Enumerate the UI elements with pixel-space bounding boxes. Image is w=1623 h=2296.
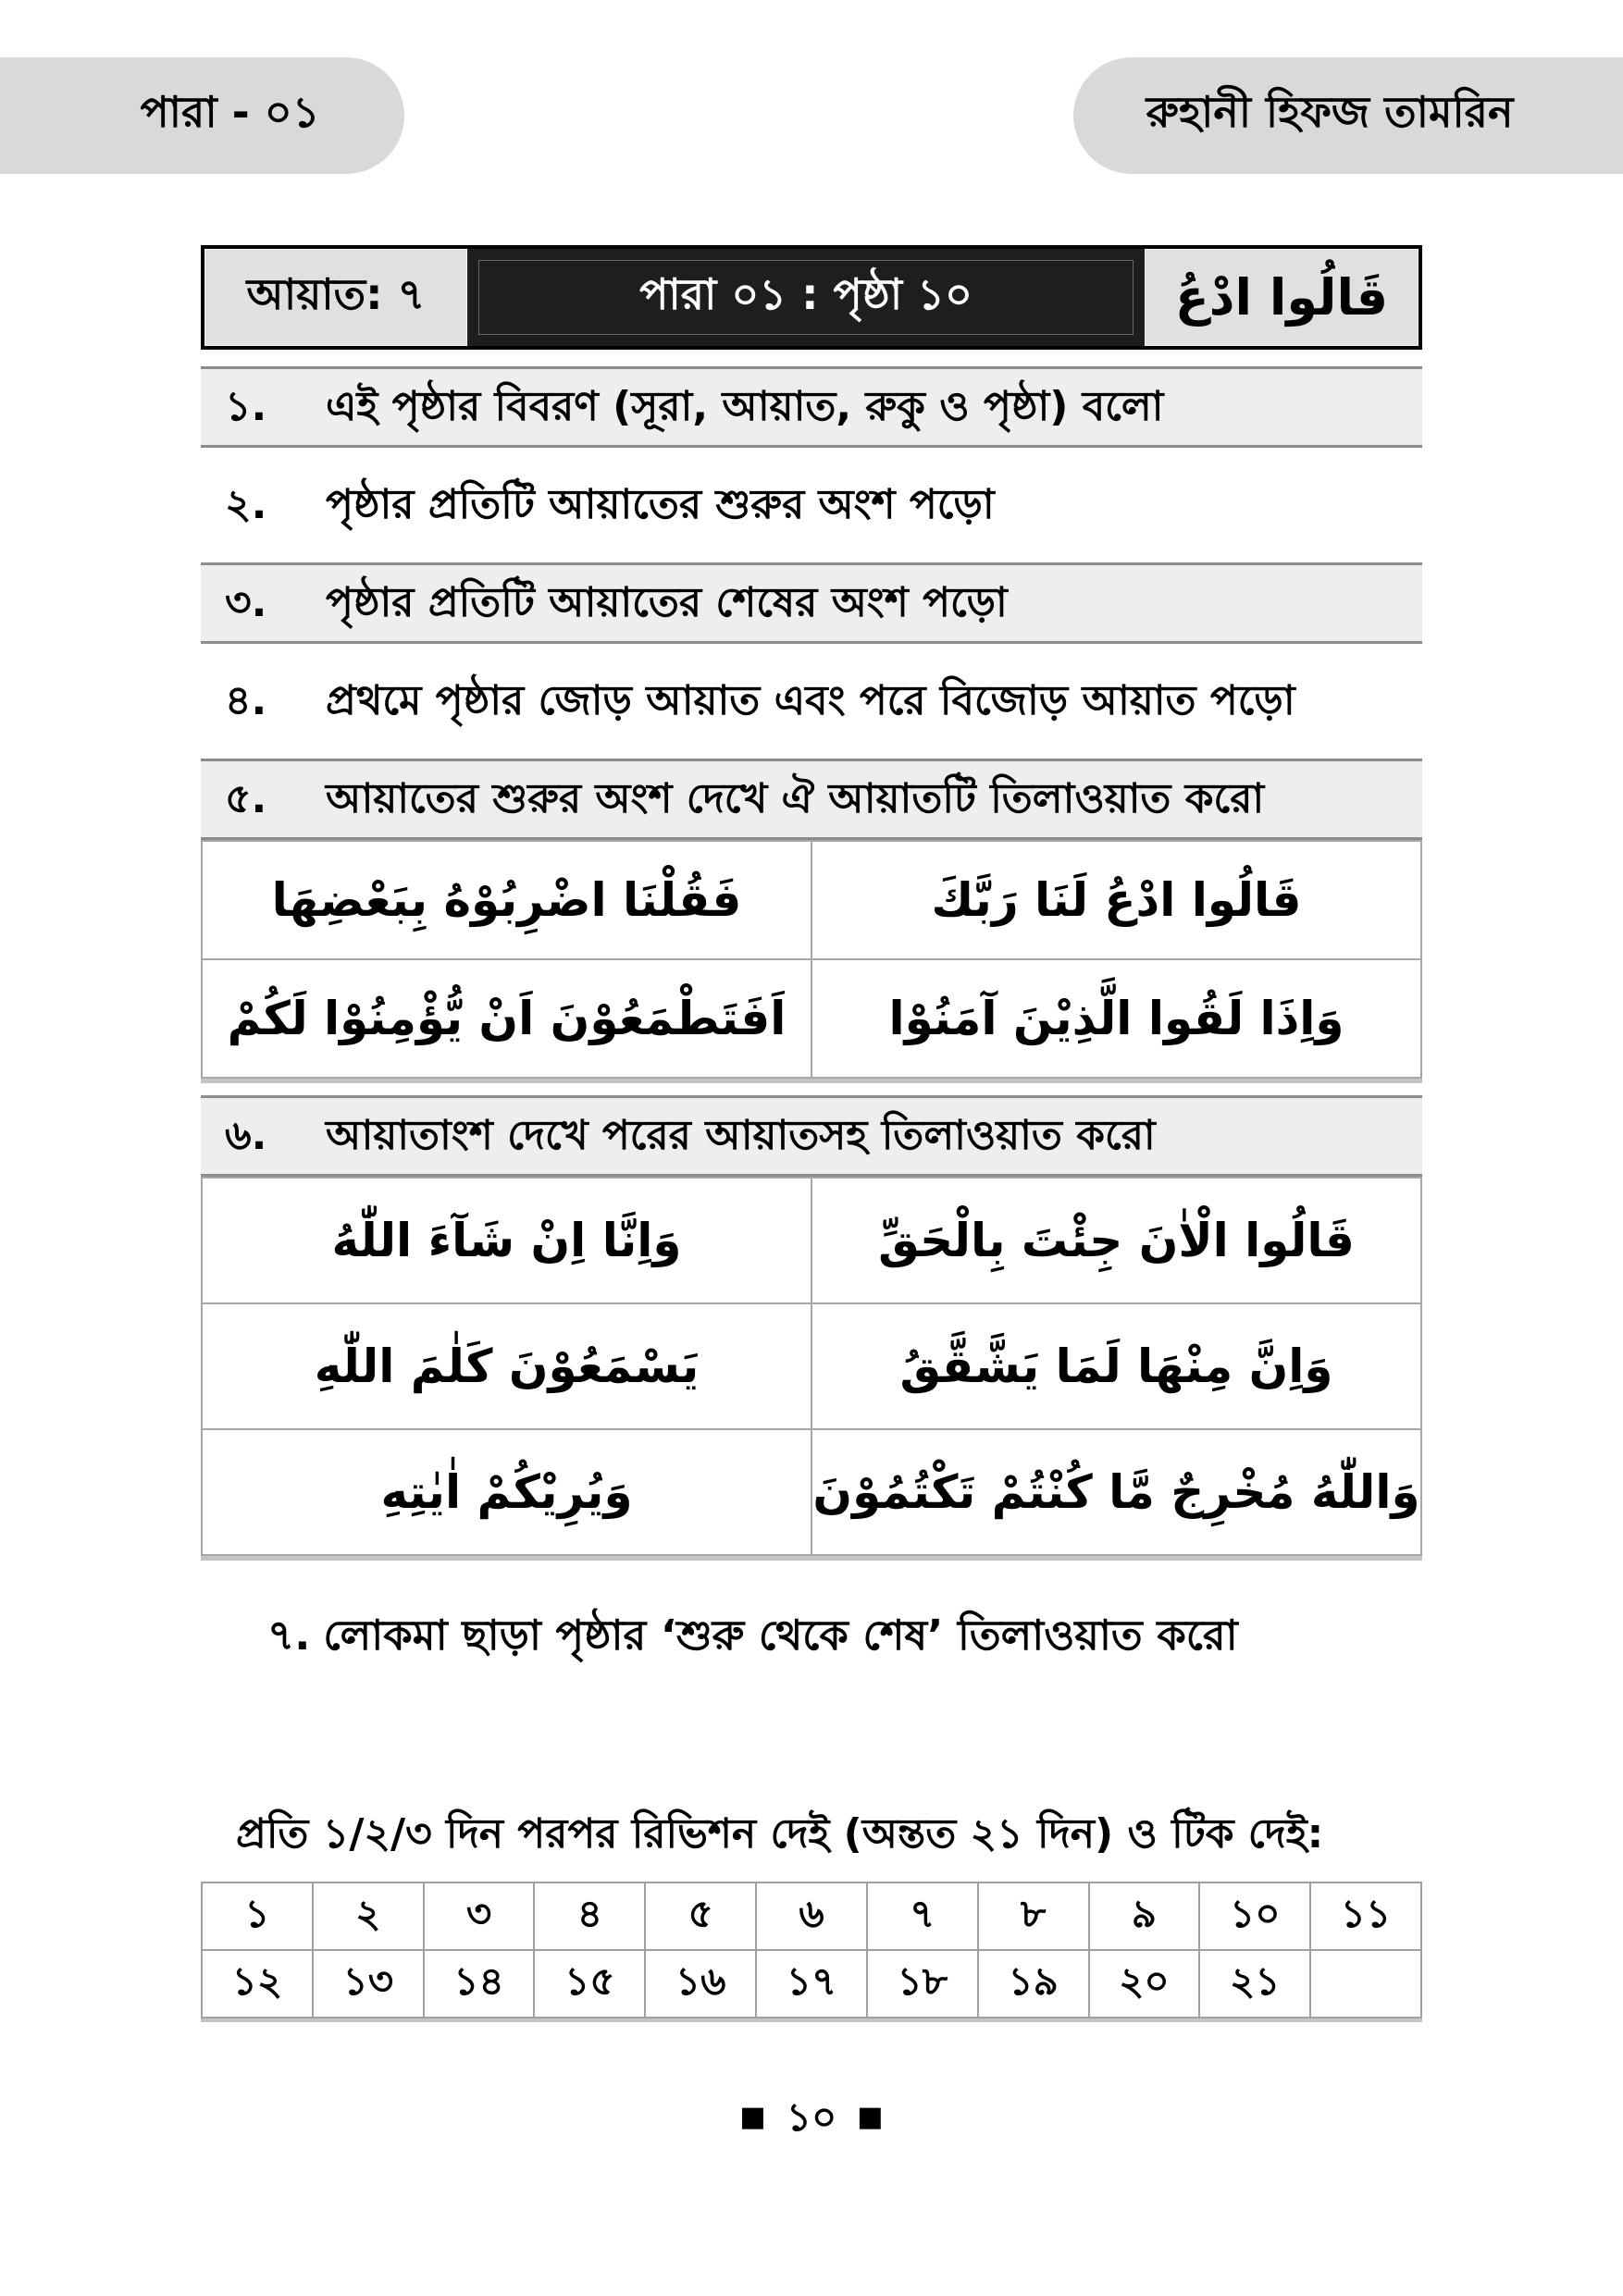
ayat-cell: وَاِنَّ مِنْهَا لَمَا يَشَّقَّقُ bbox=[812, 1303, 1421, 1429]
instruction-text: প্রথমে পৃষ্ঠার জোড় আয়াত এবং পরে বিজোড় আয়াত পড়ো bbox=[326, 676, 1295, 724]
instruction-item-5 bbox=[201, 759, 1422, 840]
day-cell-7[interactable]: ৭ bbox=[867, 1882, 978, 1950]
instruction-item-2 bbox=[201, 464, 1422, 546]
ayat-cell: قَالُوا الْاٰنَ جِئْتَ بِالْحَقِّ bbox=[812, 1178, 1421, 1303]
day-cell-9[interactable]: ৯ bbox=[1089, 1882, 1200, 1950]
ayat-cell: يَسْمَعُوْنَ كَلٰمَ اللّٰهِ bbox=[202, 1303, 812, 1429]
ayat-cell: وَيُرِيْكُمْ اٰيٰتِهِ bbox=[202, 1429, 812, 1555]
table-row bbox=[202, 959, 1421, 1078]
day-cell-20[interactable]: ২০ bbox=[1089, 1950, 1200, 2018]
instruction-text: আয়াতের শুরুর অংশ দেখে ঐ আয়াতটি তিলাওয়াত করো bbox=[326, 774, 1265, 822]
table-row bbox=[202, 1429, 1421, 1555]
page-footer bbox=[0, 2094, 1623, 2140]
table-row bbox=[202, 1882, 1421, 1950]
day-cell-19[interactable]: ১৯ bbox=[978, 1950, 1089, 2018]
day-cell-12[interactable]: ১২ bbox=[202, 1950, 313, 2018]
book-title-label: রুহানী হিফজ তামরিন bbox=[1146, 87, 1514, 137]
day-cell-4[interactable]: ৪ bbox=[534, 1882, 645, 1950]
day-cell-16[interactable]: ১৬ bbox=[645, 1950, 756, 2018]
day-cell-13[interactable]: ১৩ bbox=[313, 1950, 424, 2018]
day-cell-14[interactable]: ১৪ bbox=[424, 1950, 535, 2018]
day-cell-8[interactable]: ৮ bbox=[978, 1882, 1089, 1950]
day-cell-empty[interactable] bbox=[1310, 1950, 1421, 2018]
instruction-number: ৪. bbox=[225, 676, 267, 724]
square-marker-icon: ■ bbox=[739, 2101, 766, 2133]
lesson-title-bar bbox=[201, 245, 1422, 350]
instruction-number: ১. bbox=[225, 382, 267, 430]
ayat-cell: فَقُلْنَا اضْرِبُوْهُ بِبَعْضِهَا bbox=[202, 841, 812, 959]
instruction-number: ৩. bbox=[225, 578, 267, 626]
day-cell-2[interactable]: ২ bbox=[313, 1882, 424, 1950]
table-row bbox=[202, 1303, 1421, 1429]
instruction-number: ৬. bbox=[225, 1111, 267, 1159]
ayat-cell: قَالُوا ادْعُ لَنَا رَبَّكَ bbox=[812, 841, 1421, 959]
instruction-item-1 bbox=[201, 366, 1422, 448]
instruction-text: পৃষ্ঠার প্রতিটি আয়াতের শেষের অংশ পড়ো bbox=[326, 578, 1008, 626]
ayat-next-table bbox=[201, 1177, 1422, 1556]
table-row bbox=[202, 1178, 1421, 1303]
ayat-count-cell: আয়াত: ৭ bbox=[204, 249, 467, 346]
day-cell-17[interactable]: ১৭ bbox=[756, 1950, 867, 2018]
instruction-number: ২. bbox=[225, 480, 267, 528]
square-marker-icon: ■ bbox=[857, 2101, 884, 2133]
instruction-item-6 bbox=[201, 1095, 1422, 1177]
day-cell-15[interactable]: ১৫ bbox=[534, 1950, 645, 2018]
instruction-item-3 bbox=[201, 562, 1422, 644]
ayat-start-table bbox=[201, 840, 1422, 1079]
instruction-item-4 bbox=[201, 660, 1422, 742]
ayat-cell: اَفَتَطْمَعُوْنَ اَنْ يُّؤْمِنُوْا لَكُمْ bbox=[202, 959, 812, 1078]
instruction-text: আয়াতাংশ দেখে পরের আয়াতসহ তিলাওয়াত করো bbox=[326, 1111, 1156, 1159]
para-number-badge bbox=[0, 57, 404, 174]
instruction-text: লোকমা ছাড়া পৃষ্ঠার ‘শুরু থেকে শেষ’ তিলাওয়াত করো bbox=[323, 1611, 1238, 1660]
ayat-cell: وَاِنَّا اِنْ شَآءَ اللّٰهُ bbox=[202, 1178, 812, 1303]
day-cell-3[interactable]: ৩ bbox=[424, 1882, 535, 1950]
para-page-cell: পারা ০১ : পৃষ্ঠা ১০ bbox=[467, 249, 1145, 346]
revision-days-table bbox=[201, 1882, 1422, 2018]
instruction-number: ৭. bbox=[267, 1611, 311, 1660]
day-cell-10[interactable]: ১০ bbox=[1199, 1882, 1310, 1950]
day-cell-6[interactable]: ৬ bbox=[756, 1882, 867, 1950]
instruction-number: ৫. bbox=[225, 774, 267, 822]
page-header bbox=[0, 0, 1623, 174]
day-cell-1[interactable]: ১ bbox=[202, 1882, 313, 1950]
revision-heading: প্রতি ১/২/৩ দিন পরপর রিভিশন দেই (অন্তত ২১ দিন) ও টিক দেই: bbox=[236, 1810, 1324, 1858]
ayat-cell: وَاِذَا لَقُوا الَّذِيْنَ آمَنُوْا bbox=[812, 959, 1421, 1078]
ayat-cell: وَاللّٰهُ مُخْرِجٌ مَّا كُنْتُمْ تَكْتُمُوْنَ bbox=[812, 1429, 1421, 1555]
instruction-text: এই পৃষ্ঠার বিবরণ (সূরা, আয়াত, রুকু ও পৃষ্ঠা) বলো bbox=[326, 382, 1164, 430]
instruction-text: পৃষ্ঠার প্রতিটি আয়াতের শুরুর অংশ পড়ো bbox=[326, 480, 995, 528]
book-title-badge bbox=[1073, 57, 1623, 174]
table-row bbox=[202, 1950, 1421, 2018]
day-cell-18[interactable]: ১৮ bbox=[867, 1950, 978, 2018]
day-cell-11[interactable]: ১১ bbox=[1310, 1882, 1421, 1950]
day-cell-21[interactable]: ২১ bbox=[1199, 1950, 1310, 2018]
table-row bbox=[202, 841, 1421, 959]
instruction-item-7 bbox=[201, 1604, 1422, 1673]
content-column bbox=[201, 245, 1422, 2018]
day-cell-5[interactable]: ৫ bbox=[645, 1882, 756, 1950]
surah-start-arabic-cell: قَالُوا ادْعُ bbox=[1145, 249, 1419, 346]
para-number-label: পারা - ০১ bbox=[140, 87, 320, 137]
page-number: ১০ bbox=[786, 2094, 837, 2140]
